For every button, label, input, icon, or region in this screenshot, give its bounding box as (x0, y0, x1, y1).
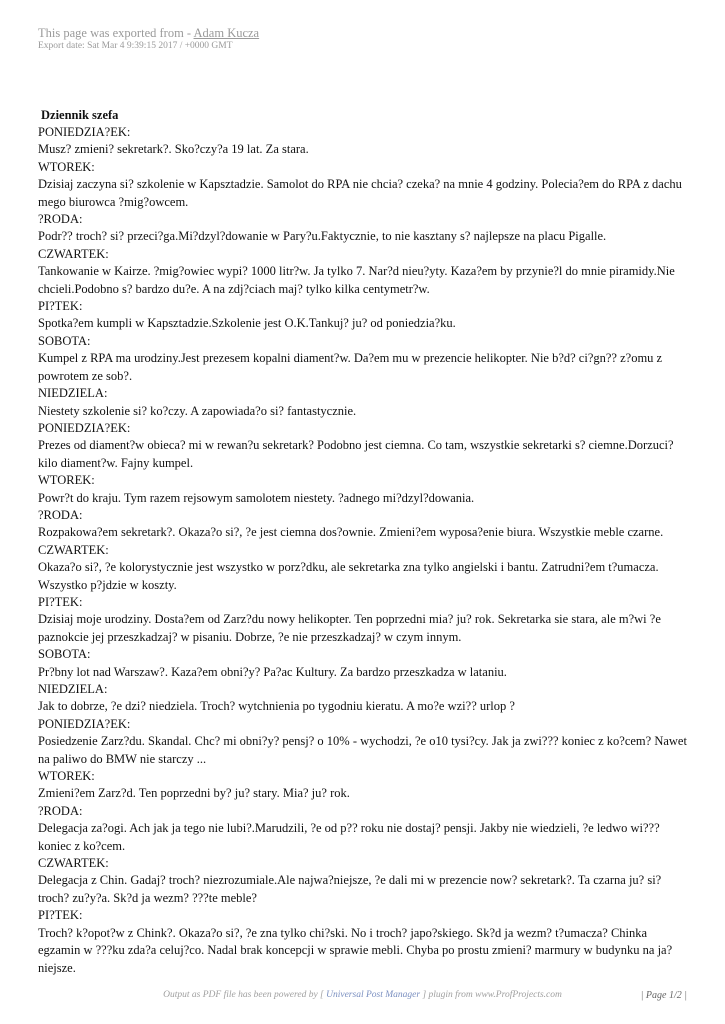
article-paragraph: ?RODA: (38, 507, 83, 522)
article-paragraphs (38, 124, 690, 977)
article-paragraph: WTOREK: (38, 473, 95, 488)
article-paragraph: Okaza?o si?, ?e kolorystycznie jest wszystko w porz?dku, ale sekretarka zna tylko angielski i bantu. Zatrudni?em t?umacza. Wszystko p?jdzie w koszty. (38, 560, 659, 592)
article-paragraph: NIEDZIELA: (38, 386, 108, 401)
export-source-text: This page was exported from - (38, 26, 194, 40)
article-paragraph: Spotka?em kumpli w Kapsztadzie.Szkolenie jest O.K.Tankuj? ju? od poniedzia?ku. (38, 316, 456, 331)
export-header (38, 26, 259, 52)
article-paragraph: Jak to dobrze, ?e dzi? niedziela. Troch? wytchnienia po tygodniu kieratu. A mo?e wzi?? urlop ? (38, 699, 515, 714)
footer-suffix: ] plugin from www.ProfProjects.com (420, 990, 562, 1000)
article-paragraph: CZWARTEK: (38, 542, 109, 557)
article-paragraph: Dzisiaj moje urodziny. Dosta?em od Zarz?du nowy helikopter. Ten poprzedni mia? ju? rok. Sekretarka sie stara, ale m?wi ?e paznokcie jej przeszkadzaj? w pisaniu. Dobrze, ?e nie przeszkadzaj? w czym innym. (38, 612, 661, 644)
plugin-link[interactable]: Universal Post Manager (326, 990, 421, 1000)
article-paragraph: PI?TEK: (38, 299, 83, 314)
article-paragraph: PONIEDZIA?EK: (38, 125, 131, 139)
pdf-footer (0, 990, 725, 1000)
article-paragraph: Delegacja z Chin. Gadaj? troch? niezrozumiale.Ale najwa?niejsze, ?e dali mi w prezencie now? sekretark?. Ta czarna ju? si? troch? zu?y?a. Sk?d ja wezm? ???te meble? (38, 873, 662, 905)
article-paragraph: Niestety szkolenie si? ko?czy. A zapowiada?o si? fantastycznie. (38, 403, 357, 418)
article-paragraph: PI?TEK: (38, 908, 83, 923)
article-title: Dziennik szefa (41, 108, 119, 122)
article-paragraph: ?RODA: (38, 803, 83, 818)
article-paragraph: Dzisiaj zaczyna si? szkolenie w Kapsztadzie. Samolot do RPA nie chcia? czeka? na mnie 4 godziny. Polecia?em do RPA z dachu mego biurowca ?mig?owcem. (38, 177, 682, 209)
article-paragraph: Musz? zmieni? sekretark?. Sko?czy?a 19 lat. Za stara. (38, 142, 309, 157)
article-paragraph: Powr?t do kraju. Tym razem rejsowym samolotem niestety. ?adnego mi?dzyl?dowania. (38, 490, 475, 505)
article-paragraph: Delegacja za?ogi. Ach jak ja tego nie lubi?.Marudzili, ?e od p?? roku nie dostaj? pensji. Jakby nie wiedzieli, ?e ledwo wi??? koniec z ko?cem. (38, 821, 660, 853)
article-paragraph: Rozpakowa?em sekretark?. Okaza?o si?, ?e jest ciemna dos?ownie. Zmieni?em wyposa?enie biura. Wszystkie meble czarne. (38, 525, 664, 540)
page-number: | Page 1/2 | (640, 990, 687, 1001)
article-paragraph: Prezes od diament?w obieca? mi w rewan?u sekretark? Podobno jest ciemna. Co tam, wszystkie sekretarki s? ciemne.Dorzuci? kilo diament?w. Fajny kumpel. (38, 438, 674, 470)
article-paragraph: Troch? k?opot?w z Chink?. Okaza?o si?, ?e zna tylko chi?ski. No i troch? japo?skiego. Sk?d ja wezm? t?umacza? Chinka egzamin w ???ku zda?a celuj?co. Nadal brak koncepcji w sprawie mebli. Chyba po prostu zmieni? marmury w budynku na ja?niejsze. (38, 925, 673, 975)
export-source-line (38, 26, 259, 41)
article-paragraph: WTOREK: (38, 159, 95, 174)
article-paragraph: Podr?? troch? si? przeci?ga.Mi?dzyl?dowanie w Pary?u.Faktycznie, to nie kasztany s? najlepsze na placu Pigalle. (38, 229, 607, 244)
article-paragraph: Tankowanie w Kairze. ?mig?owiec wypi? 1000 litr?w. Ja tylko 7. Nar?d nieu?yty. Kaza?em by przynie?l do mnie piramidy.Nie chcieli.Podobno s? bardzo du?e. A na zdj?ciach maj? tylko kilka centymetr?w. (38, 264, 675, 296)
article-paragraph: CZWARTEK: (38, 246, 109, 261)
article-paragraph: PI?TEK: (38, 594, 83, 609)
article-paragraph: Pr?bny lot nad Warszaw?. Kaza?em obni?y? Pa?ac Kultury. Za bardzo przeszkadza w lataniu. (38, 664, 507, 679)
article-paragraph: Posiedzenie Zarz?du. Skandal. Chc? mi obni?y? pensj? o 10% - wychodzi, ?e o10 tysi?cy. Jak ja zwi??? koniec z ko?cem? Nawet na paliwo do BMW nie starczy ... (38, 734, 687, 766)
article-paragraph: SOBOTA: (38, 333, 91, 348)
author-link[interactable]: Adam Kucza (193, 26, 260, 40)
article-body (38, 107, 690, 977)
footer-prefix: Output as PDF file has been powered by [ (163, 990, 327, 1000)
article-paragraph: NIEDZIELA: (38, 682, 108, 696)
article-paragraph: CZWARTEK: (38, 856, 109, 871)
article-paragraph: WTOREK: (38, 769, 95, 784)
article-paragraph: PONIEDZIA?EK: (38, 716, 131, 731)
export-date: Export date: Sat Mar 4 9:39:15 2017 / +0000 GMT (38, 41, 233, 51)
article-paragraph: SOBOTA: (38, 647, 91, 662)
article-paragraph: Kumpel z RPA ma urodziny.Jest prezesem kopalni diament?w. Da?em mu w prezencie helikopter. Nie b?d? ci?gn?? z?omu z powrotem ze sob?. (38, 351, 663, 383)
article-paragraph: PONIEDZIA?EK: (38, 420, 131, 435)
article-paragraph: ?RODA: (38, 212, 83, 227)
article-paragraph: Zmieni?em Zarz?d. Ten poprzedni by? ju? stary. Mia? ju? rok. (38, 786, 350, 801)
